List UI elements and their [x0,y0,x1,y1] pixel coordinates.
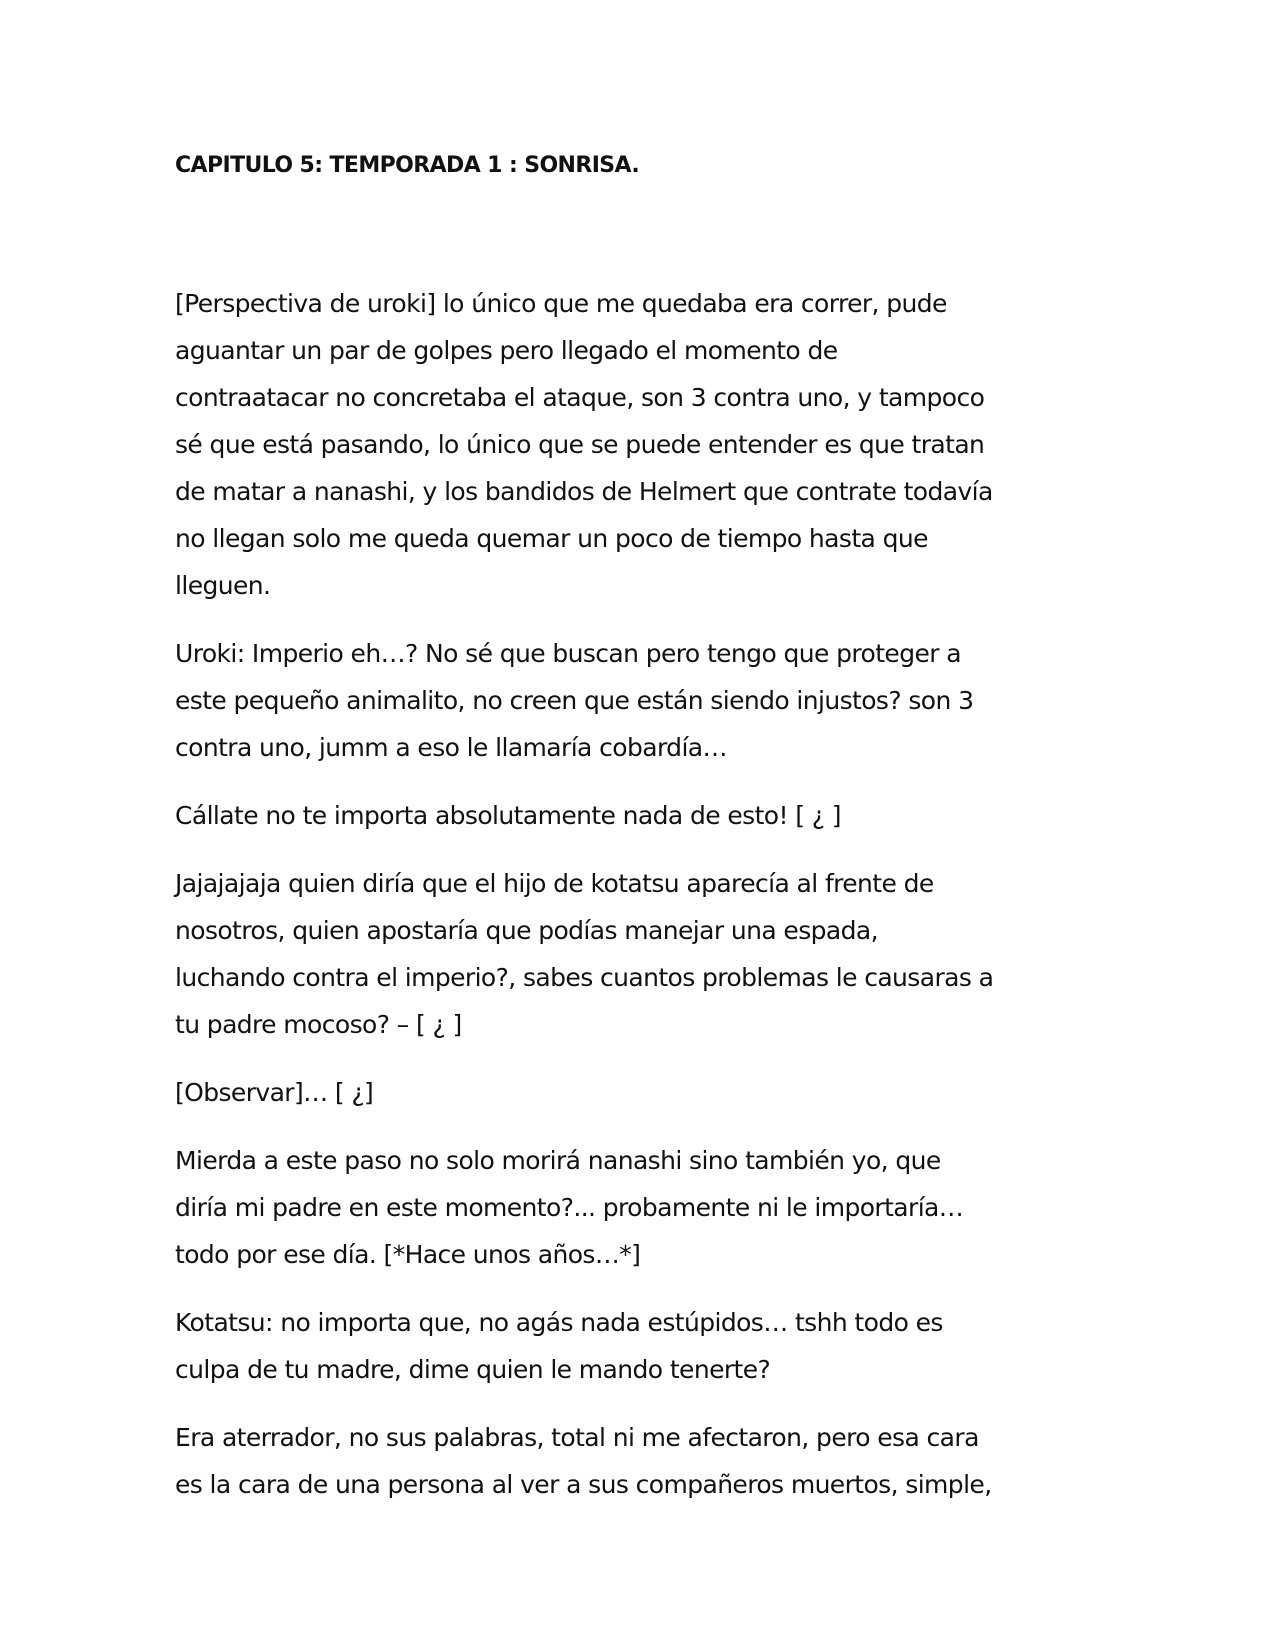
text-line: luchando contra el imperio?, sabes cuantos problemas le causaras a [175,963,994,992]
text-line: Jajajajaja quien diría que el hijo de kotatsu aparecía al frente de [175,869,934,898]
text-line: sé que está pasando, lo único que se puede entender es que tratan [175,430,985,459]
paragraph [175,792,1095,839]
text-line: [Perspectiva de uroki] lo único que me quedaba era correr, pude [175,289,947,318]
text-line: aguantar un par de golpes pero llegado el momento de [175,336,838,365]
text-line: Mierda a este paso no solo morirá nanashi sino también yo, que [175,1146,941,1175]
chapter-body [175,280,1095,1529]
text-line: Kotatsu: no importa que, no agás nada estúpidos… tshh todo es [175,1308,943,1337]
text-line: Era aterrador, no sus palabras, total ni me afectaron, pero esa cara [175,1423,979,1452]
paragraph [175,1299,1095,1393]
paragraph [175,860,1095,1048]
text-line: Uroki: Imperio eh…? No sé que buscan pero tengo que proteger a [175,639,962,668]
paragraph [175,630,1095,771]
text-line: no llegan solo me queda quemar un poco de tiempo hasta que [175,524,928,553]
chapter-title: CAPITULO 5: TEMPORADA 1 : SONRISA. [175,153,640,178]
text-line: lleguen. [175,571,271,600]
text-line: este pequeño animalito, no creen que están siendo injustos? son 3 [175,686,974,715]
text-line: diría mi padre en este momento?... probamente ni le importaría… [175,1193,964,1222]
text-line: tu padre mocoso? – [ ¿ ] [175,1010,462,1039]
text-line: es la cara de una persona al ver a sus compañeros muertos, simple, [175,1470,992,1499]
text-line: nosotros, quien apostaría que podías manejar una espada, [175,916,878,945]
text-line: de matar a nanashi, y los bandidos de Helmert que contrate todavía [175,477,993,506]
text-line: contra uno, jumm a eso le llamaría cobardía… [175,733,727,762]
text-line: [Observar]… [ ¿] [175,1078,374,1107]
text-line: todo por ese día. [*Hace unos años…*] [175,1240,641,1269]
paragraph [175,280,1095,609]
text-line: Cállate no te importa absolutamente nada de esto! [ ¿ ] [175,801,841,830]
paragraph [175,1414,1095,1508]
paragraph [175,1137,1095,1278]
paragraph [175,1069,1095,1116]
text-line: culpa de tu madre, dime quien le mando tenerte? [175,1355,771,1384]
text-line: contraatacar no concretaba el ataque, son 3 contra uno, y tampoco [175,383,985,412]
